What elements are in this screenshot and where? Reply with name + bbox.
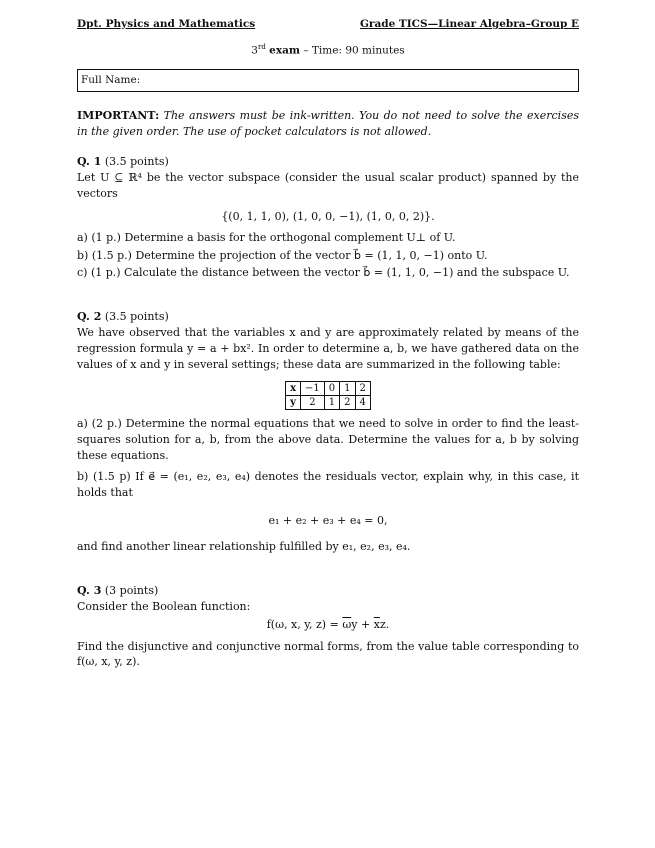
exam-time: – Time: 90 minutes (303, 44, 405, 57)
question-3-title (77, 583, 579, 599)
q2-intro: We have observed that the variables x and y are approximately related by means of the regression formula y = a + bx². In order to determine a, b, we have gathered data on the values of x and y in several settings; these data are summarized in the following table: (77, 326, 579, 372)
q3-points: (3 points) (104, 583, 159, 597)
q3-intro: Consider the Boolean function: (77, 599, 251, 613)
exam-word: exam (269, 44, 300, 57)
table-cell: −1 (301, 382, 325, 396)
q1-number: Q. 1 (77, 154, 102, 168)
table-cell: 0 (324, 382, 339, 396)
q1-vectors: {(0, 1, 1, 0), (1, 0, 0, −1), (1, 0, 0, 2)}. (221, 209, 435, 223)
q1-part-b: b) (1.5 p.) Determine the projection of the vector b⃗ = (1, 1, 0, −1) onto U. (77, 248, 488, 262)
header-course: Grade TICS—Linear Algebra–Group E (359, 18, 579, 30)
table-cell: 1 (324, 396, 339, 410)
q1-intro: Let U ⊆ ℝ⁴ be the vector subspace (consider the usual scalar product) spanned by the vectors (77, 170, 579, 200)
q2-data-table (285, 381, 371, 410)
q2-residual-equation: e₁ + e₂ + e₃ + e₄ = 0, (268, 513, 388, 527)
q2-followup: and find another linear relationship fulfilled by e₁, e₂, e₃, e₄. (77, 539, 411, 553)
exam-title (77, 42, 579, 59)
q1-part-a: a) (1 p.) Determine a basis for the orthogonal complement U⊥ of U. (77, 230, 456, 244)
table-cell: 2 (301, 396, 325, 410)
table-y-label: y (286, 396, 301, 410)
table-row-x (286, 382, 371, 396)
question-2 (77, 309, 579, 554)
table-cell: 2 (355, 382, 370, 396)
q2-part-b: b) (1.5 p) If e⃗ = (e₁, e₂, e₃, e₄) denotes the residuals vector, explain why, in this case, it holds that (77, 469, 579, 499)
q3-boolean-function (77, 617, 579, 633)
q3-func-z: z. (379, 617, 390, 631)
important-note (77, 108, 579, 140)
exam-page (77, 17, 579, 670)
q1-points: (3.5 points) (104, 154, 169, 168)
q3-func-lhs: f(ω, x, y, z) = (266, 617, 343, 631)
q1-part-c: c) (1 p.) Calculate the distance between the vector b⃗ = (1, 1, 0, −1) and the subspace U. (77, 266, 570, 280)
table-row-y (286, 396, 371, 410)
question-1 (77, 154, 579, 282)
page-header (77, 17, 579, 32)
q3-func-x-bar: $\overline{x}$ (373, 617, 380, 631)
header-department: Dpt. Physics and Mathematics (77, 18, 256, 30)
q3-func-omega-bar: $\overline{\omega}$ (342, 617, 352, 631)
q2-part-a: a) (2 p.) Determine the normal equations that we need to solve in order to find the least-squares solution for a, b, from the above data. Determine the values for a, b by solving these equations. (77, 417, 579, 462)
full-name-label: Full Name: (81, 73, 141, 86)
full-name-field[interactable] (77, 69, 579, 92)
important-label: IMPORTANT: (77, 108, 160, 122)
table-cell: 2 (340, 396, 355, 410)
q3-number: Q. 3 (77, 583, 102, 597)
q3-task: Find the disjunctive and conjunctive normal forms, from the value table corresponding to f(ω, x, y, z). (77, 639, 579, 669)
table-cell: 1 (340, 382, 355, 396)
exam-ordinal: 3 (251, 44, 258, 57)
question-3 (77, 583, 579, 671)
table-x-label: x (286, 382, 301, 396)
question-1-title (77, 154, 579, 170)
important-text: The answers must be ink-written. You do not need to solve the exercises in the given order. The use of pocket calculators is not allowed. (77, 108, 579, 138)
q2-number: Q. 2 (77, 310, 102, 324)
question-2-title (77, 309, 579, 325)
q3-func-y: y + (351, 617, 374, 631)
exam-ordinal-sup: rd (257, 43, 266, 52)
q2-points: (3.5 points) (104, 310, 169, 324)
table-cell: 4 (355, 396, 370, 410)
